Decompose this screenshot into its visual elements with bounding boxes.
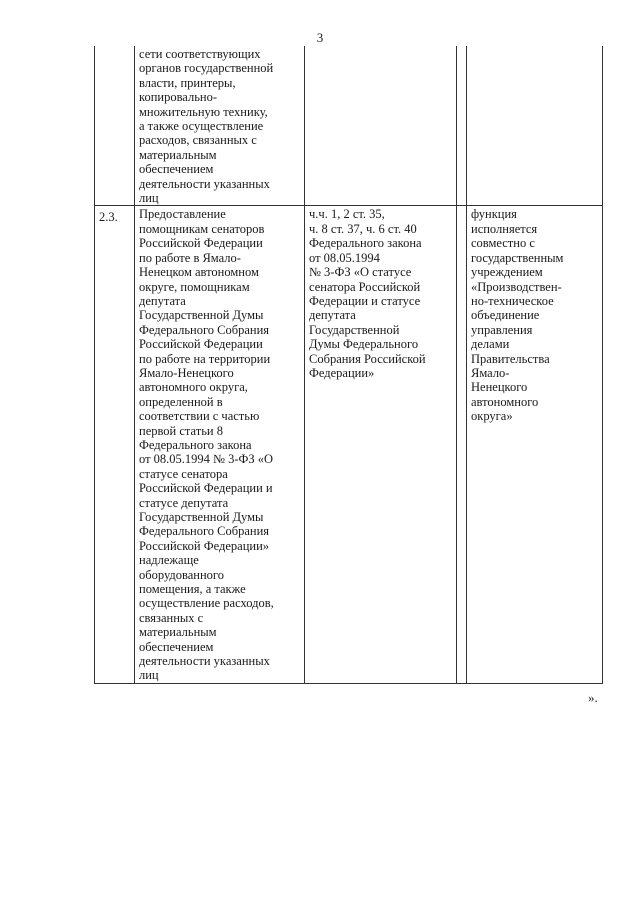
- note: функция исполняется совместно с государственным учреждением «Производствен- но-техническое объединение управления делами Правительства Ямало- Ненецкого автономного округа»: [471, 207, 564, 424]
- function-name-cell: [135, 206, 305, 683]
- function-name-cell: [135, 46, 305, 206]
- table-row: [95, 206, 603, 683]
- closing-quote-mark: ».: [588, 690, 598, 705]
- function-name: сети соответствующих органов государственной власти, принтеры, копировально- множительную технику, а также осуществление расходов, связанных с материальным обеспечением деятельности указанных лиц: [139, 47, 274, 206]
- table-row: [95, 46, 603, 206]
- empty-cell: [457, 206, 467, 683]
- legal-basis: ч.ч. 1, 2 ст. 35, ч. 8 ст. 37, ч. 6 ст. 40 Федерального закона от 08.05.1994 № 3-ФЗ «О статусе сенатора Российской Федерации и статусе депутата Государственной Думы Федерального Собрания Российской Федерации»: [309, 207, 426, 380]
- row-number-cell: [95, 46, 135, 206]
- function-name: Предоставление помощникам сенаторов Российской Федерации по работе в Ямало- Ненецком автономном округе, помощникам депутата Государственной Думы Федерального Собрания Российской Федерации по работе на территории Ямало-Ненецкого автономного округа, определенной в соответствии с частью первой статьи 8 Федерального закона от 08.05.1994 № 3-ФЗ «О статусе сенатора Российской Федерации и статусе депутата Государственной Думы Федерального Собрания Российской Федерации» надлежаще оборудованного помещения, а также осуществление расходов, связанных с материальным обеспечением деятельности указанных лиц: [139, 207, 274, 683]
- legal-basis-cell: [305, 46, 457, 206]
- document-table: [94, 46, 603, 684]
- note-cell: [467, 206, 603, 683]
- empty-cell: [457, 46, 467, 206]
- page-number: 3: [316, 30, 324, 45]
- row-number: 2.3.: [99, 210, 118, 225]
- legal-basis-cell: [305, 206, 457, 683]
- row-number-cell: [95, 206, 135, 683]
- note-cell: [467, 46, 603, 206]
- row-number: [99, 47, 131, 50]
